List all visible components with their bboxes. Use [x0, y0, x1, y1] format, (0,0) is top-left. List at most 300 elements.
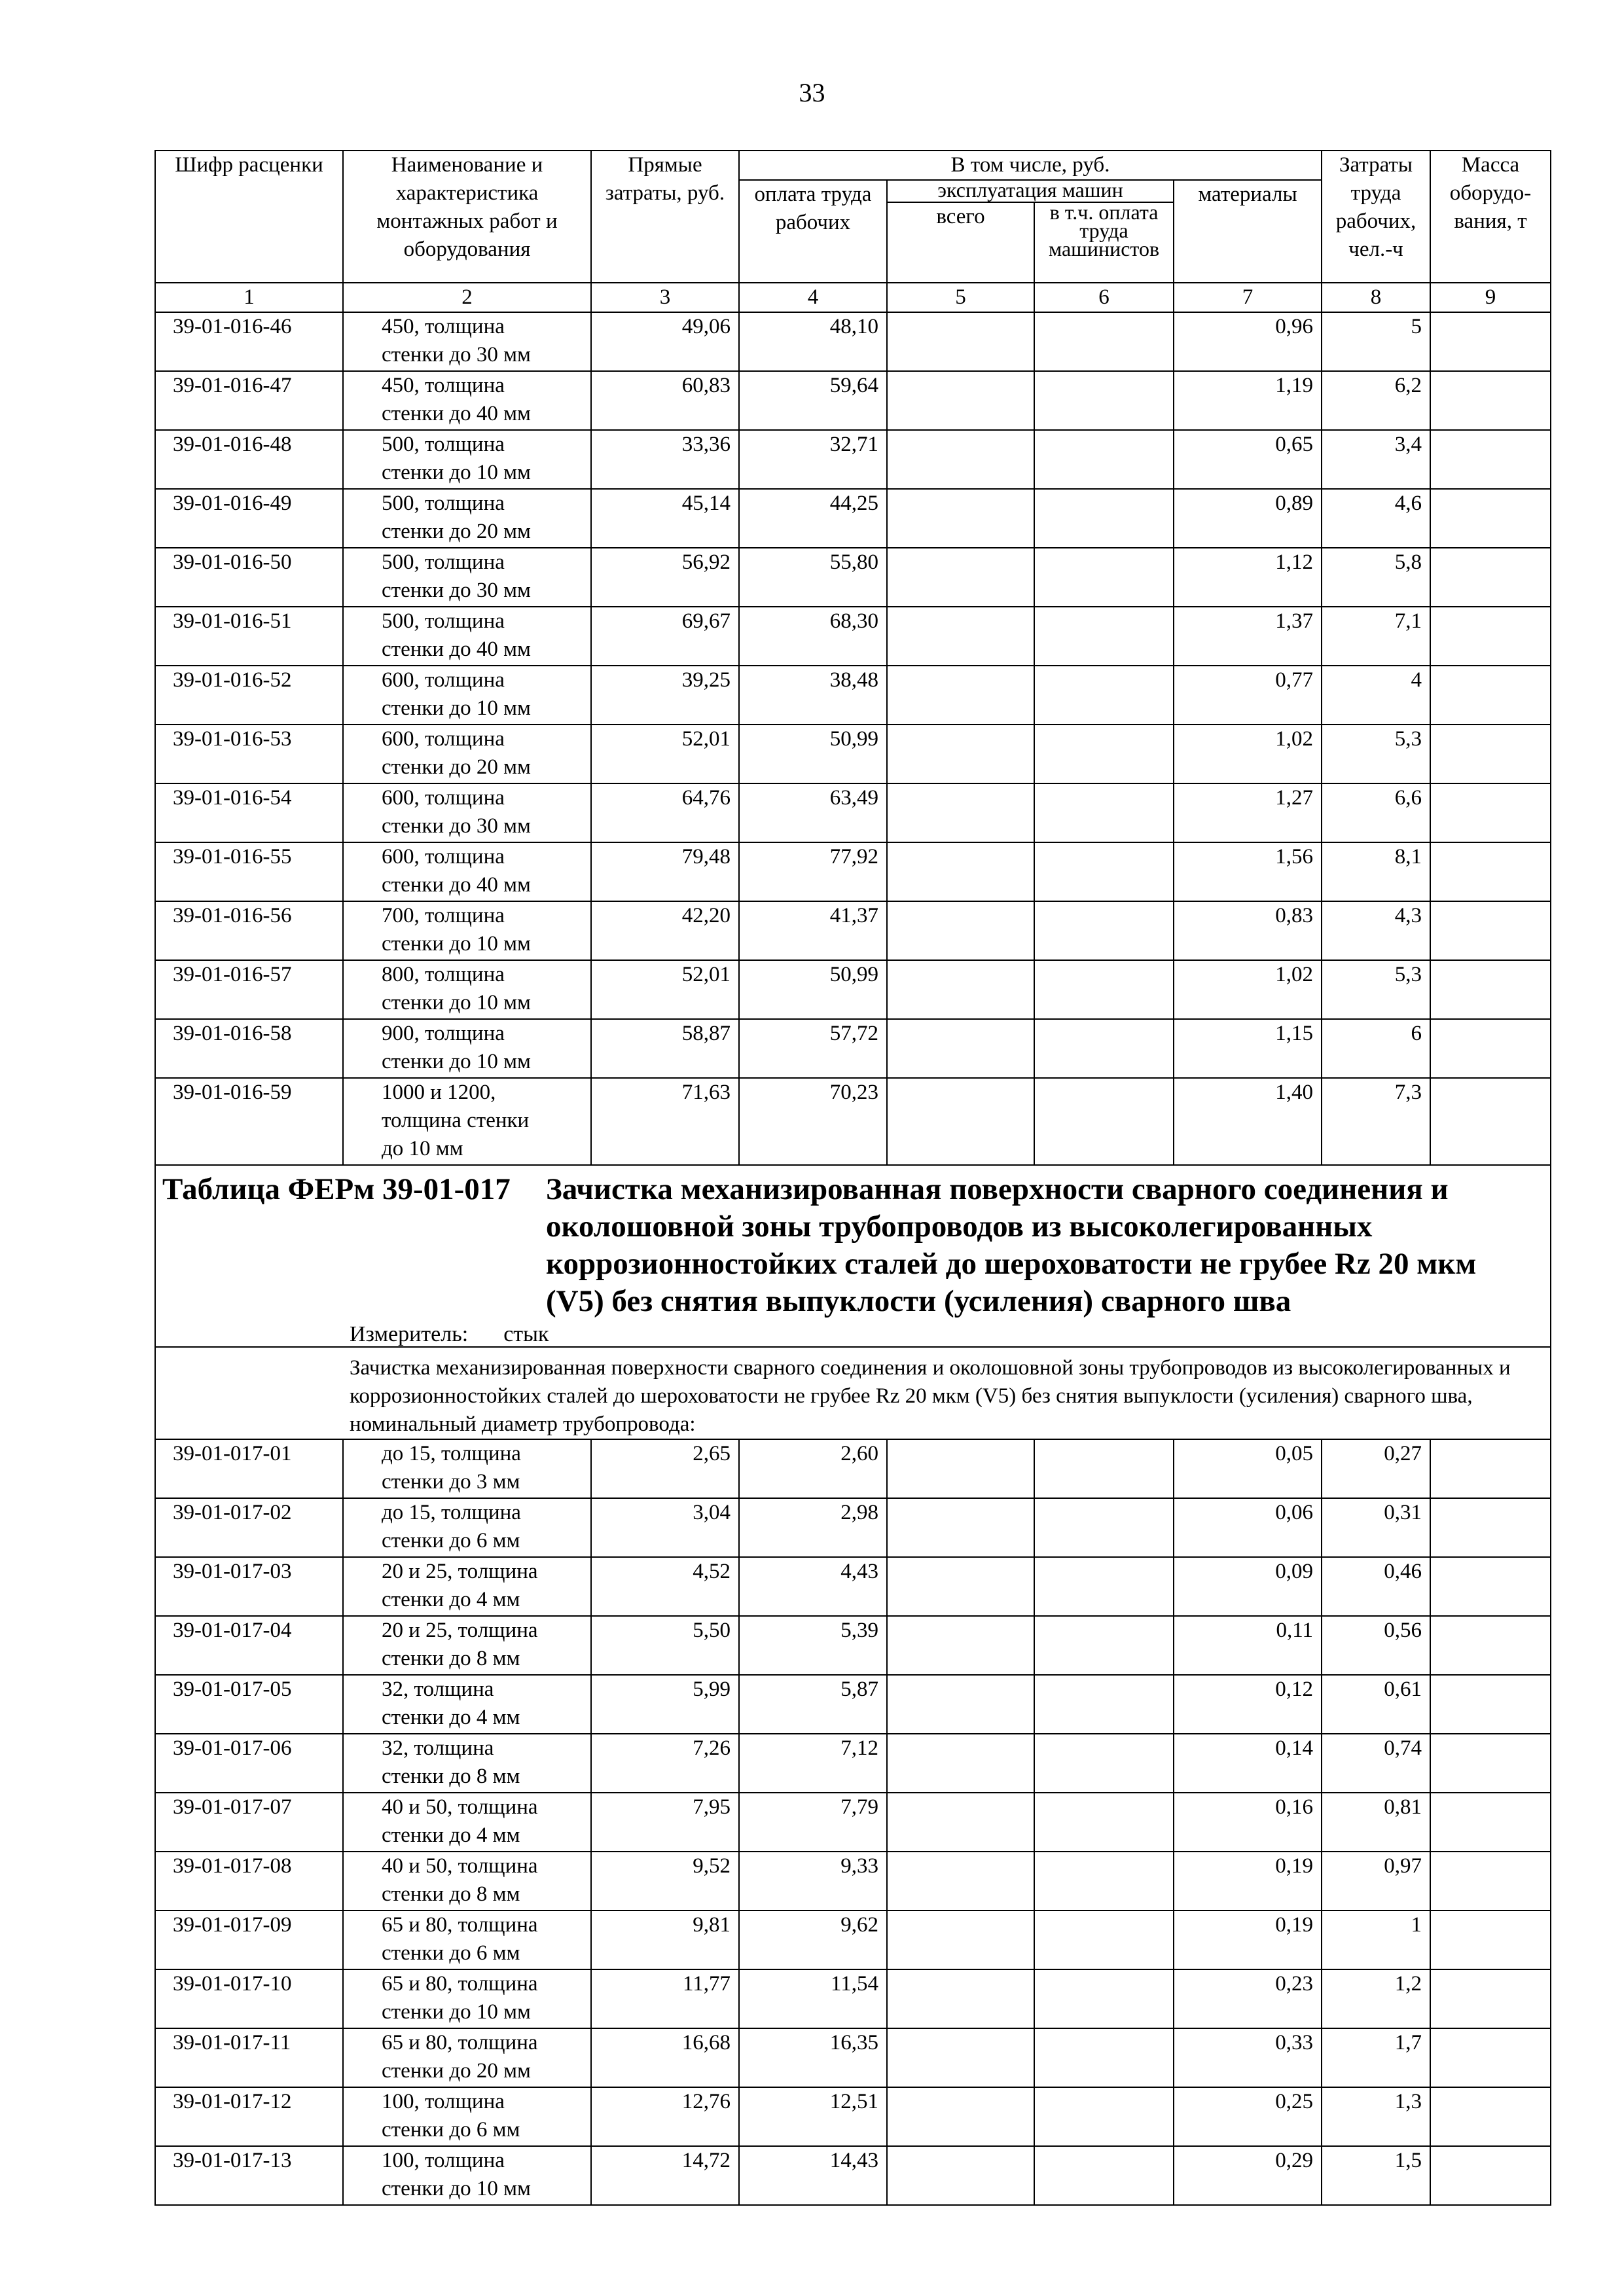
rate-code: 39-01-017-11 [155, 2028, 343, 2087]
direct-cost: 39,25 [591, 666, 739, 725]
labor-pay: 7,79 [739, 1793, 887, 1852]
work-name-line: 600, толщина [382, 845, 505, 869]
labor-hours: 3,4 [1322, 430, 1430, 489]
machinist-pay [1034, 725, 1174, 783]
table-row [155, 783, 1551, 842]
rate-code: 39-01-017-03 [155, 1557, 343, 1616]
column-number: 2 [343, 283, 591, 312]
work-name [343, 1019, 591, 1078]
labor-hours: 1,7 [1322, 2028, 1430, 2087]
labor-hours: 1 [1322, 1910, 1430, 1969]
machine-total [887, 960, 1034, 1019]
rate-code: 39-01-017-02 [155, 1498, 343, 1557]
equipment-mass [1430, 312, 1551, 371]
work-name [343, 371, 591, 430]
labor-hours: 6,2 [1322, 371, 1430, 430]
work-name-line: 450, толщина [382, 374, 505, 397]
labor-hours: 6 [1322, 1019, 1430, 1078]
direct-cost: 12,76 [591, 2087, 739, 2146]
work-name-line: 600, толщина [382, 727, 505, 751]
machinist-pay [1034, 2146, 1174, 2205]
section-table-id: Таблица ФЕРм 39-01-017 [162, 1172, 511, 1206]
machinist-pay [1034, 1734, 1174, 1793]
machine-total [887, 1793, 1034, 1852]
labor-hours: 1,2 [1322, 1969, 1430, 2028]
machinist-pay [1034, 548, 1174, 607]
labor-hours: 5 [1322, 312, 1430, 371]
equipment-mass [1430, 1078, 1551, 1165]
labor-hours: 4,3 [1322, 901, 1430, 960]
direct-cost: 52,01 [591, 960, 739, 1019]
labor-hours: 0,31 [1322, 1498, 1430, 1557]
table-row [155, 548, 1551, 607]
table-row [155, 1019, 1551, 1078]
work-name-line: стенки до 6 мм [382, 2118, 520, 2142]
labor-pay: 9,33 [739, 1852, 887, 1910]
work-name-line: стенки до 10 мм [382, 932, 531, 956]
work-name-line: стенки до 4 мм [382, 1706, 520, 1729]
labor-pay: 5,39 [739, 1616, 887, 1675]
materials-cost: 0,83 [1174, 901, 1322, 960]
equipment-mass [1430, 666, 1551, 725]
header-code: Шифр расценки [155, 151, 343, 283]
machinist-pay [1034, 1439, 1174, 1498]
materials-cost: 0,96 [1174, 312, 1322, 371]
machine-total [887, 1616, 1034, 1675]
labor-hours: 4 [1322, 666, 1430, 725]
header-direct: Прямые затраты, руб. [591, 151, 739, 283]
machine-total [887, 1439, 1034, 1498]
labor-pay: 11,54 [739, 1969, 887, 2028]
machinist-pay [1034, 842, 1174, 901]
direct-cost: 42,20 [591, 901, 739, 960]
table-row [155, 960, 1551, 1019]
materials-cost: 1,40 [1174, 1078, 1322, 1165]
machinist-pay [1034, 371, 1174, 430]
labor-pay: 57,72 [739, 1019, 887, 1078]
machine-total [887, 1969, 1034, 2028]
labor-hours: 0,81 [1322, 1793, 1430, 1852]
labor-pay: 16,35 [739, 2028, 887, 2087]
machine-total [887, 430, 1034, 489]
machine-total [887, 725, 1034, 783]
labor-hours: 0,46 [1322, 1557, 1430, 1616]
machine-total [887, 901, 1034, 960]
work-name [343, 2087, 591, 2146]
column-number: 1 [155, 283, 343, 312]
direct-cost: 7,26 [591, 1734, 739, 1793]
machine-total [887, 2028, 1034, 2087]
labor-hours: 8,1 [1322, 842, 1430, 901]
materials-cost: 1,27 [1174, 783, 1322, 842]
work-name-line: 500, толщина [382, 433, 505, 456]
materials-cost: 0,11 [1174, 1616, 1322, 1675]
table-row [155, 1969, 1551, 2028]
labor-pay: 38,48 [739, 666, 887, 725]
equipment-mass [1430, 607, 1551, 666]
direct-cost: 56,92 [591, 548, 739, 607]
rate-code: 39-01-017-07 [155, 1793, 343, 1852]
table-row [155, 607, 1551, 666]
direct-cost: 79,48 [591, 842, 739, 901]
rate-code: 39-01-017-06 [155, 1734, 343, 1793]
machinist-pay [1034, 489, 1174, 548]
work-name-line: стенки до 30 мм [382, 343, 531, 367]
work-name [343, 548, 591, 607]
labor-pay: 14,43 [739, 2146, 887, 2205]
machine-total [887, 548, 1034, 607]
machinist-pay [1034, 960, 1174, 1019]
work-name-line: стенки до 10 мм [382, 2000, 531, 2024]
equipment-mass [1430, 1793, 1551, 1852]
work-name [343, 607, 591, 666]
materials-cost: 1,56 [1174, 842, 1322, 901]
work-name [343, 1734, 591, 1793]
labor-pay: 44,25 [739, 489, 887, 548]
equipment-mass [1430, 1019, 1551, 1078]
rates-table [154, 150, 1551, 2206]
labor-hours: 7,1 [1322, 607, 1430, 666]
machine-total [887, 666, 1034, 725]
table-row [155, 842, 1551, 901]
labor-pay: 5,87 [739, 1675, 887, 1734]
header-mass: Масса оборудо-вания, т [1430, 151, 1551, 283]
work-name-line: 32, толщина [382, 1736, 494, 1760]
work-name-line: стенки до 8 мм [382, 1765, 520, 1788]
work-name-line: до 10 мм [382, 1137, 463, 1160]
header-machine-total: всего [887, 202, 1034, 283]
labor-hours: 0,56 [1322, 1616, 1430, 1675]
labor-pay: 77,92 [739, 842, 887, 901]
direct-cost: 2,65 [591, 1439, 739, 1498]
direct-cost: 33,36 [591, 430, 739, 489]
work-name-line: 32, толщина [382, 1677, 494, 1701]
equipment-mass [1430, 1734, 1551, 1793]
header-materials: материалы [1174, 180, 1322, 283]
table-row [155, 1675, 1551, 1734]
rate-code: 39-01-016-54 [155, 783, 343, 842]
equipment-mass [1430, 901, 1551, 960]
work-name-line: 500, толщина [382, 492, 505, 515]
work-name [343, 1078, 591, 1165]
equipment-mass [1430, 371, 1551, 430]
labor-hours: 5,3 [1322, 960, 1430, 1019]
table-row [155, 1557, 1551, 1616]
section-title: Зачистка механизированная поверхности сварного соединения и околошовной зоны трубопроводов из высоколегированных коррозионностойких сталей до шероховатости не грубее Rz 20 мкм (V5) без снятия выпуклости (усиления) сварного шва [546, 1172, 1477, 1318]
work-name-line: стенки до 40 мм [382, 402, 531, 425]
equipment-mass [1430, 960, 1551, 1019]
column-number: 4 [739, 283, 887, 312]
work-name [343, 1910, 591, 1969]
header-name: Наименование и характеристика монтажных работ и оборудования [343, 151, 591, 283]
machinist-pay [1034, 312, 1174, 371]
labor-pay: 50,99 [739, 960, 887, 1019]
rate-code: 39-01-016-53 [155, 725, 343, 783]
rate-code: 39-01-016-49 [155, 489, 343, 548]
machinist-pay [1034, 1616, 1174, 1675]
header-row-1 [155, 151, 1551, 180]
rate-code: 39-01-016-47 [155, 371, 343, 430]
materials-cost: 0,12 [1174, 1675, 1322, 1734]
direct-cost: 52,01 [591, 725, 739, 783]
equipment-mass [1430, 2146, 1551, 2205]
rate-code: 39-01-017-13 [155, 2146, 343, 2205]
materials-cost: 0,89 [1174, 489, 1322, 548]
labor-hours: 1,3 [1322, 2087, 1430, 2146]
table-row [155, 1910, 1551, 1969]
machine-total [887, 607, 1034, 666]
work-name-line: 65 и 80, толщина [382, 1972, 538, 1996]
machinist-pay [1034, 1852, 1174, 1910]
header-labor-cost: Затраты труда рабочих, чел.-ч [1322, 151, 1430, 283]
column-number: 9 [1430, 283, 1551, 312]
work-name [343, 2028, 591, 2087]
work-name [343, 1793, 591, 1852]
machine-total [887, 489, 1034, 548]
machine-total [887, 1734, 1034, 1793]
labor-pay: 59,64 [739, 371, 887, 430]
materials-cost: 0,33 [1174, 2028, 1322, 2087]
work-name [343, 1616, 591, 1675]
equipment-mass [1430, 489, 1551, 548]
labor-pay: 48,10 [739, 312, 887, 371]
machine-total [887, 312, 1034, 371]
equipment-mass [1430, 1439, 1551, 1498]
machinist-pay [1034, 666, 1174, 725]
column-numbers-row [155, 283, 1551, 312]
materials-cost: 1,37 [1174, 607, 1322, 666]
work-name [343, 1439, 591, 1498]
rate-code: 39-01-016-56 [155, 901, 343, 960]
equipment-mass [1430, 2028, 1551, 2087]
column-number: 3 [591, 283, 739, 312]
materials-cost: 0,29 [1174, 2146, 1322, 2205]
direct-cost: 60,83 [591, 371, 739, 430]
labor-hours: 0,27 [1322, 1439, 1430, 1498]
materials-cost: 0,19 [1174, 1852, 1322, 1910]
work-name-line: стенки до 20 мм [382, 755, 531, 779]
equipment-mass [1430, 1616, 1551, 1675]
labor-hours: 0,61 [1322, 1675, 1430, 1734]
equipment-mass [1430, 1675, 1551, 1734]
header-including: В том числе, руб. [739, 151, 1322, 180]
work-name-line: 500, толщина [382, 550, 505, 574]
machinist-pay [1034, 1498, 1174, 1557]
work-name [343, 901, 591, 960]
table-row [155, 1734, 1551, 1793]
work-name [343, 489, 591, 548]
direct-cost: 58,87 [591, 1019, 739, 1078]
labor-hours: 0,74 [1322, 1734, 1430, 1793]
labor-hours: 4,6 [1322, 489, 1430, 548]
work-name-line: 1000 и 1200, [382, 1081, 496, 1104]
header-machine-ops: эксплуатация машин [887, 180, 1174, 202]
equipment-mass [1430, 548, 1551, 607]
direct-cost: 4,52 [591, 1557, 739, 1616]
materials-cost: 1,15 [1174, 1019, 1322, 1078]
work-name-line: 40 и 50, толщина [382, 1795, 538, 1819]
equipment-mass [1430, 1910, 1551, 1969]
machinist-pay [1034, 607, 1174, 666]
equipment-mass [1430, 1852, 1551, 1910]
machine-total [887, 1078, 1034, 1165]
column-number: 8 [1322, 283, 1430, 312]
direct-cost: 16,68 [591, 2028, 739, 2087]
rate-code: 39-01-016-50 [155, 548, 343, 607]
section-description: Зачистка механизированная поверхности сварного соединения и околошовной зоны трубопроводов из высоколегированных и коррозионностойких сталей до шероховатости не грубее Rz 20 мкм (V5) без снятия выпуклости (усиления) сварного шва, номинальный диаметр трубопровода: [155, 1347, 1551, 1439]
work-name-line: стенки до 6 мм [382, 1941, 520, 1965]
rate-code: 39-01-017-01 [155, 1439, 343, 1498]
rate-code: 39-01-017-04 [155, 1616, 343, 1675]
labor-hours: 0,97 [1322, 1852, 1430, 1910]
column-number: 6 [1034, 283, 1174, 312]
materials-cost: 0,05 [1174, 1439, 1322, 1498]
header-labor-pay: оплата труда рабочих [739, 180, 887, 283]
direct-cost: 11,77 [591, 1969, 739, 2028]
equipment-mass [1430, 842, 1551, 901]
machinist-pay [1034, 2028, 1174, 2087]
work-name-line: стенки до 10 мм [382, 1050, 531, 1073]
machine-total [887, 2087, 1034, 2146]
rate-code: 39-01-016-55 [155, 842, 343, 901]
work-name [343, 430, 591, 489]
measure-value: стык [503, 1322, 549, 1346]
materials-cost: 1,02 [1174, 725, 1322, 783]
direct-cost: 69,67 [591, 607, 739, 666]
direct-cost: 71,63 [591, 1078, 739, 1165]
machine-total [887, 371, 1034, 430]
machine-total [887, 1498, 1034, 1557]
table-row [155, 1852, 1551, 1910]
direct-cost: 64,76 [591, 783, 739, 842]
work-name-line: до 15, толщина [382, 1442, 521, 1465]
work-name-line: стенки до 10 мм [382, 461, 531, 484]
page-number: 33 [799, 78, 825, 107]
machinist-pay [1034, 901, 1174, 960]
work-name [343, 312, 591, 371]
rate-code: 39-01-017-12 [155, 2087, 343, 2146]
section-title-cell [155, 1165, 1551, 1347]
work-name-line: стенки до 30 мм [382, 814, 531, 838]
rate-code: 39-01-016-46 [155, 312, 343, 371]
machine-total [887, 2146, 1034, 2205]
table-row [155, 312, 1551, 371]
materials-cost: 0,19 [1174, 1910, 1322, 1969]
machine-total [887, 783, 1034, 842]
rate-code: 39-01-016-58 [155, 1019, 343, 1078]
labor-hours: 6,6 [1322, 783, 1430, 842]
work-name-line: 20 и 25, толщина [382, 1619, 538, 1642]
work-name-line: стенки до 6 мм [382, 1529, 520, 1552]
work-name-line: стенки до 10 мм [382, 2177, 531, 2200]
machinist-pay [1034, 430, 1174, 489]
rate-code: 39-01-016-57 [155, 960, 343, 1019]
table-row [155, 1793, 1551, 1852]
machinist-pay [1034, 1078, 1174, 1165]
rate-code: 39-01-017-10 [155, 1969, 343, 2028]
table-row [155, 1498, 1551, 1557]
work-name [343, 1969, 591, 2028]
work-name-line: стенки до 40 мм [382, 637, 531, 661]
equipment-mass [1430, 725, 1551, 783]
labor-pay: 2,98 [739, 1498, 887, 1557]
machine-total [887, 1675, 1034, 1734]
section-measure [350, 1323, 585, 1346]
labor-pay: 68,30 [739, 607, 887, 666]
materials-cost: 0,09 [1174, 1557, 1322, 1616]
materials-cost: 0,14 [1174, 1734, 1322, 1793]
labor-pay: 32,71 [739, 430, 887, 489]
equipment-mass [1430, 783, 1551, 842]
machinist-pay [1034, 1910, 1174, 1969]
rate-code: 39-01-016-59 [155, 1078, 343, 1165]
work-name [343, 666, 591, 725]
column-number: 5 [887, 283, 1034, 312]
work-name-line: 900, толщина [382, 1022, 505, 1045]
labor-pay: 7,12 [739, 1734, 887, 1793]
table-row [155, 489, 1551, 548]
equipment-mass [1430, 2087, 1551, 2146]
header-machinist-pay: в т.ч. оплата труда машинистов [1034, 202, 1174, 283]
materials-cost: 0,23 [1174, 1969, 1322, 2028]
work-name [343, 1498, 591, 1557]
rate-code: 39-01-016-51 [155, 607, 343, 666]
work-name-line: 800, толщина [382, 963, 505, 986]
machinist-pay [1034, 783, 1174, 842]
work-name [343, 1675, 591, 1734]
work-name-line: стенки до 20 мм [382, 520, 531, 543]
materials-cost: 0,77 [1174, 666, 1322, 725]
measure-label: Измеритель: [350, 1322, 469, 1346]
machinist-pay [1034, 1793, 1174, 1852]
table-row [155, 371, 1551, 430]
direct-cost: 3,04 [591, 1498, 739, 1557]
direct-cost: 49,06 [591, 312, 739, 371]
work-name [343, 960, 591, 1019]
column-number: 7 [1174, 283, 1322, 312]
labor-pay: 12,51 [739, 2087, 887, 2146]
machine-total [887, 842, 1034, 901]
machine-total [887, 1910, 1034, 1969]
work-name-line: стенки до 8 мм [382, 1647, 520, 1670]
work-name-line: толщина стенки [382, 1109, 530, 1132]
labor-pay: 9,62 [739, 1910, 887, 1969]
table-row [155, 725, 1551, 783]
labor-pay: 55,80 [739, 548, 887, 607]
work-name-line: стенки до 4 мм [382, 1823, 520, 1847]
work-name [343, 1557, 591, 1616]
rate-code: 39-01-017-08 [155, 1852, 343, 1910]
work-name-line: стенки до 30 мм [382, 579, 531, 602]
work-name [343, 1852, 591, 1910]
rate-code: 39-01-017-05 [155, 1675, 343, 1734]
machine-total [887, 1852, 1034, 1910]
work-name-line: 600, толщина [382, 786, 505, 810]
machinist-pay [1034, 1019, 1174, 1078]
labor-pay: 70,23 [739, 1078, 887, 1165]
work-name-line: до 15, толщина [382, 1501, 521, 1524]
materials-cost: 0,65 [1174, 430, 1322, 489]
rate-code: 39-01-016-48 [155, 430, 343, 489]
work-name-line: 700, толщина [382, 904, 505, 927]
work-name-line: стенки до 20 мм [382, 2059, 531, 2083]
work-name-line: 450, толщина [382, 315, 505, 338]
table-row [155, 1439, 1551, 1498]
work-name-line: 100, толщина [382, 2090, 505, 2113]
work-name-line: 65 и 80, толщина [382, 1913, 538, 1937]
direct-cost: 14,72 [591, 2146, 739, 2205]
machinist-pay [1034, 2087, 1174, 2146]
